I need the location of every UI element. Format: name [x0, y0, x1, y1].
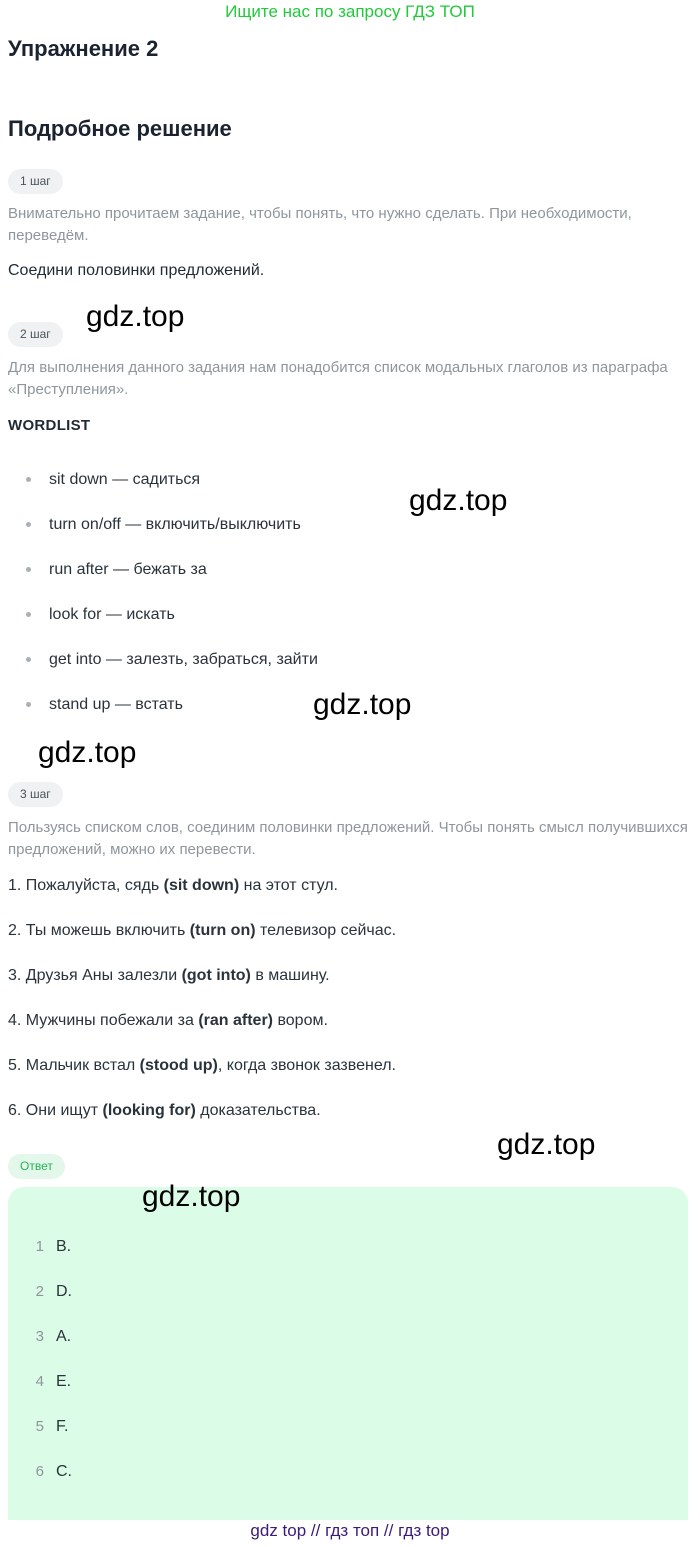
- sentence-item: 1. Пожалуйста, сядь (sit down) на этот стул.: [8, 877, 338, 894]
- wordlist-item: look for — искать: [0, 592, 700, 637]
- sentence-item: 5. Мальчик встал (stood up), когда звонок зазвенел.: [8, 1057, 396, 1074]
- step-2-badge: 2 шаг: [8, 322, 63, 347]
- answer-item: 4 E.: [35, 1373, 72, 1390]
- step-1-task: Соедини половинки предложений.: [8, 262, 265, 279]
- answer-item: 5 F.: [35, 1418, 69, 1435]
- watermark: gdz.top: [313, 688, 412, 721]
- watermark: gdz.top: [409, 484, 508, 517]
- bullet-icon: [26, 657, 31, 662]
- sentence-item: 2. Ты можешь включить (turn on) телевизор сейчас.: [8, 922, 397, 939]
- step-1-badge: 1 шаг: [8, 169, 63, 194]
- wordlist-item: turn on/off — включить/выключить: [0, 502, 700, 547]
- answer-item: 1 B.: [35, 1238, 72, 1255]
- bullet-icon: [26, 567, 31, 572]
- wordlist-item: run after — бежать за: [0, 547, 700, 592]
- answer-box: [8, 1187, 688, 1520]
- wordlist-item: stand up — встать: [0, 682, 700, 727]
- answer-item: 3 A.: [35, 1328, 72, 1345]
- watermark: gdz.top: [86, 300, 185, 333]
- bullet-icon: [26, 702, 31, 707]
- sentence-item: 3. Друзья Аны залезли (got into) в машину.: [8, 967, 330, 984]
- sentence-item: 6. Они ищут (looking for) доказательства.: [8, 1102, 321, 1119]
- footer-links[interactable]: gdz top // гдз топ // гдз top: [250, 1521, 450, 1540]
- answer-badge: Ответ: [8, 1154, 65, 1179]
- exercise-title: Упражнение 2: [8, 36, 159, 61]
- answer-item: 2 D.: [35, 1283, 72, 1300]
- sentence-item: 4. Мужчины побежали за (ran after) вором.: [8, 1012, 328, 1029]
- answer-item: 6 C.: [35, 1463, 72, 1480]
- wordlist-item: sit down — садиться: [0, 457, 700, 502]
- step-3-badge: 3 шаг: [8, 782, 63, 807]
- wordlist-item: get into — залезть, забраться, зайти: [0, 637, 700, 682]
- wordlist: [0, 457, 700, 727]
- bullet-icon: [26, 522, 31, 527]
- promo-banner: Ищите нас по запросу ГДЗ ТОП: [225, 2, 475, 21]
- watermark: gdz.top: [497, 1128, 596, 1161]
- step-3-hint: Пользуясь списком слов, соединим половинки предложений. Чтобы понять смысл получившихся предложений, можно их перевести.: [8, 819, 688, 858]
- step-1-hint: Внимательно прочитаем задание, чтобы понять, что нужно сделать. При необходимости, переведём.: [8, 205, 632, 244]
- wordlist-title: WORDLIST: [8, 417, 91, 434]
- bullet-icon: [26, 612, 31, 617]
- answer-list: [0, 1224, 72, 1494]
- bullet-icon: [26, 477, 31, 482]
- watermark: gdz.top: [38, 736, 137, 769]
- solution-title: Подробное решение: [8, 116, 232, 141]
- step-2-hint: Для выполнения данного задания нам понадобится список модальных глаголов из параграфа «Преступления».: [8, 359, 668, 398]
- watermark: gdz.top: [142, 1180, 241, 1213]
- sentence-list: [8, 863, 692, 1133]
